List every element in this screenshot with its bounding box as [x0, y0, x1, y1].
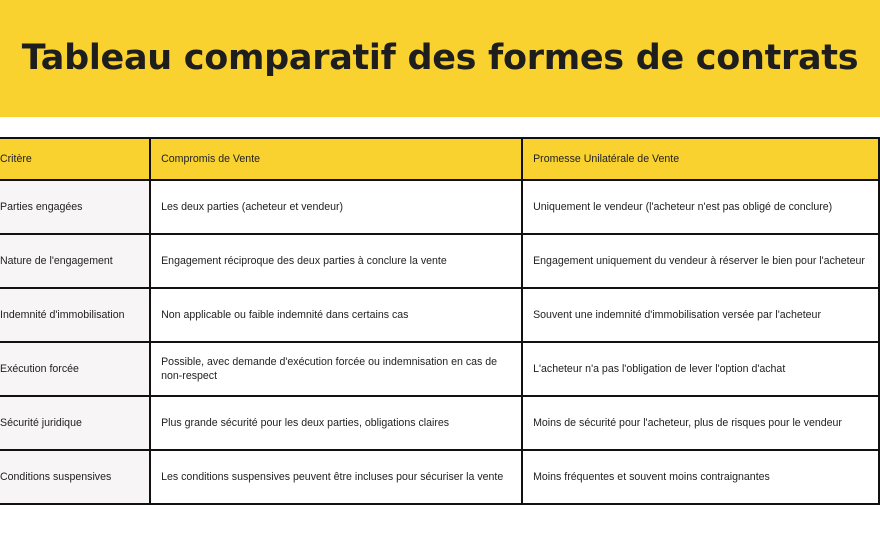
page-title: Tableau comparatif des formes de contrats: [21, 38, 859, 78]
promesse-cell: Moins fréquentes et souvent moins contraignantes: [522, 450, 879, 504]
comparison-table: [0, 137, 880, 505]
promesse-cell: Uniquement le vendeur (l'acheteur n'est pas obligé de conclure): [522, 180, 879, 234]
promesse-cell: Engagement uniquement du vendeur à réserver le bien pour l'acheteur: [522, 234, 879, 288]
table-row: [0, 450, 879, 504]
header-compromis: Compromis de Vente: [150, 138, 522, 180]
promesse-cell: Souvent une indemnité d'immobilisation versée par l'acheteur: [522, 288, 879, 342]
compromis-cell: Non applicable ou faible indemnité dans certains cas: [150, 288, 522, 342]
compromis-cell: Engagement réciproque des deux parties à conclure la vente: [150, 234, 522, 288]
title-banner: [0, 0, 880, 117]
header-promesse: Promesse Unilatérale de Vente: [522, 138, 879, 180]
criterion-cell: Parties engagées: [0, 180, 150, 234]
compromis-cell: Possible, avec demande d'exécution forcée ou indemnisation en cas de non-respect: [150, 342, 522, 396]
criterion-cell: Exécution forcée: [0, 342, 150, 396]
compromis-cell: Les deux parties (acheteur et vendeur): [150, 180, 522, 234]
table-header-row: [0, 138, 879, 180]
comparison-table-container: [0, 137, 880, 505]
criterion-cell: Nature de l'engagement: [0, 234, 150, 288]
compromis-cell: Plus grande sécurité pour les deux parties, obligations claires: [150, 396, 522, 450]
header-criterion: Critère: [0, 138, 150, 180]
table-row: [0, 180, 879, 234]
table-row: [0, 288, 879, 342]
criterion-cell: Conditions suspensives: [0, 450, 150, 504]
criterion-cell: Sécurité juridique: [0, 396, 150, 450]
criterion-cell: Indemnité d'immobilisation: [0, 288, 150, 342]
table-row: [0, 234, 879, 288]
promesse-cell: L'acheteur n'a pas l'obligation de lever l'option d'achat: [522, 342, 879, 396]
table-row: [0, 396, 879, 450]
table-row: [0, 342, 879, 396]
compromis-cell: Les conditions suspensives peuvent être incluses pour sécuriser la vente: [150, 450, 522, 504]
promesse-cell: Moins de sécurité pour l'acheteur, plus de risques pour le vendeur: [522, 396, 879, 450]
